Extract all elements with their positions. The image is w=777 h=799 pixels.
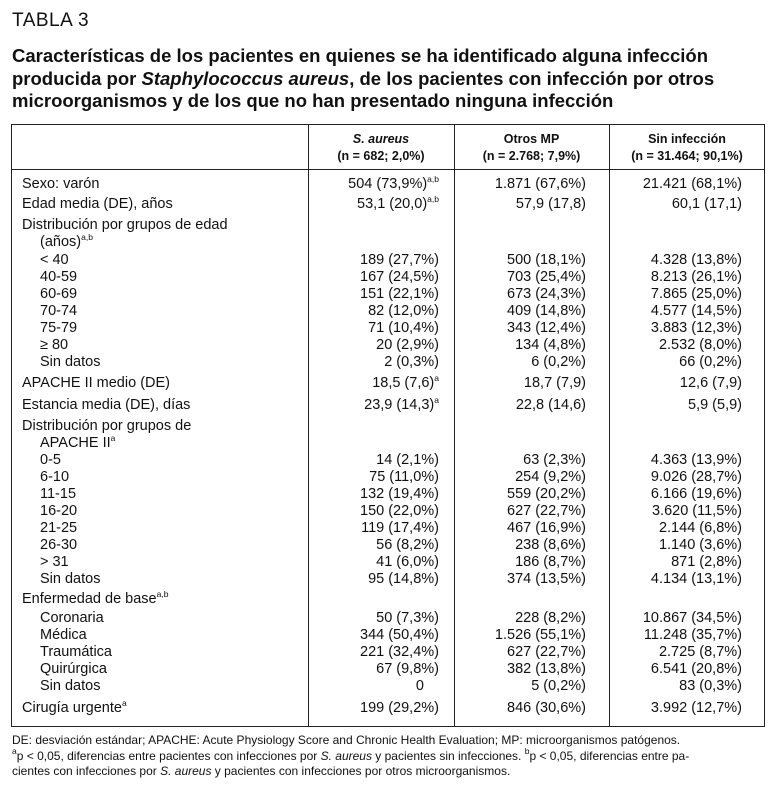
title-organism: Staphylococcus aureus [141,67,350,89]
table-row: Sin datos 2 (0,3%) 6 (0,2%) 66 (0,2%) [40,354,742,370]
section-heading: Distribución por grupos de edad [22,217,228,233]
table-row: 11-15 132 (19,4%) 559 (20,2%) 6.166 (19,6%) [40,486,742,502]
table-row: 40-59 167 (24,5%) 703 (25,4%) 8.213 (26,1%) [40,269,742,285]
section-heading: Distribución por grupos de [22,418,192,434]
table-row: APACHE II medio (DE) 18,5 $(7,6)^a$ 18,7 (7,9) 12,6 (7,9) [22,373,742,391]
table-row: Estancia media (DE), días 23,9 $(14,3)^a$ 22,8 (14,6) 5,9 (5,9) [22,395,742,413]
footnote-significance-cont: cientes con infecciones por S. aureus y pacientes con infecciones por otros microorganismos. [12,764,511,778]
table-row: Traumática 221 (32,4%) 627 (22,7%) 2.725 (8,7%) [40,644,742,660]
table-row: Sexo: varón 504 $(73,9\%)^{a,b}$ 1.871 (67,6%) 21.421 (68,1%) [22,174,742,192]
table-title [12,45,762,113]
table-row: Coronaria 50 (7,3%) 228 (8,2%) 10.867 (34,5%) [40,610,742,626]
table-row: > 31 41 (6,0%) 186 (8,7%) 871 (2,8%) [40,554,742,570]
table-row: ≥ 80 20 (2,9%) 134 (4,8%) 2.532 (8,0%) [40,337,742,353]
header-s-aureus: S. aureus (n = 682; 2,0%) [337,132,425,163]
section-heading: Enfermedad de base$^{a,b}$ [22,589,169,607]
table-row: 16-20 150 (22,0%) 627 (22,7%) 3.620 (11,5%) [40,503,742,519]
table-row: 0-5 14 (2,1%) 63 (2,3%) 4.363 (13,9%) [40,452,742,468]
table-row: Médica 344 (50,4%) 1.526 (55,1%) 11.248 (35,7%) [40,627,742,643]
footnote-abbreviations: DE: desviación estándar; APACHE: Acute Physiology Score and Chronic Health Evaluation; MP: microorganismos patógenos. [12,733,681,747]
table-label: TABLA 3 [12,10,90,31]
title-line-1: Características de los pacientes en quienes se ha identificado alguna infección [12,45,709,66]
title-line-3: microorganismos y de los que no han presentado ninguna infección [12,90,614,111]
data-table [11,124,765,727]
table-row: Cirugía urgente$^a$ 199 (29,2%) 846 (30,6%) 3.992 (12,7%) [22,698,742,716]
header-otros-mp: Otros MP (n = 2.768; 7,9%) [482,132,581,163]
table-footnote [12,733,764,780]
table-row: 21-25 119 (17,4%) 467 (16,9%) 2.144 (6,8%) [40,520,742,536]
table-row: Sin datos 95 (14,8%) 374 (13,5%) 4.134 (13,1%) [40,571,742,587]
table-row: 70-74 82 (12,0%) 409 (14,8%) 4.577 (14,5%) [40,303,742,319]
table-row: 6-10 75 (11,0%) 254 (9,2%) 9.026 (28,7%) [40,469,742,485]
footnote-significance: $^a$p < 0,05, diferencias entre pacientes con infecciones por S. aureus y pacientes sin infecciones. $^b$p < 0,05, diferencias entre pa- [12,745,690,763]
header-sin-infeccion: Sin infección (n = 31.464; 90,1%) [631,132,743,163]
section-heading: APACHE $II^a$ [40,433,116,451]
section-heading: (años)$^{a,b}$ [40,232,93,250]
table-row: Quirúrgica 67 (9,8%) 382 (13,8%) 6.541 (20,8%) [40,661,742,677]
table-row: Edad media (DE), años 53,1 $(20,0)^{a,b}$ 57,9 (17,8) 60,1 (17,1) [22,194,742,212]
header-divider [12,169,764,170]
table-row: 75-79 71 (10,4%) 343 (12,4%) 3.883 (12,3%) [40,320,742,336]
table-row: < 40 189 (27,7%) 500 (18,1%) 4.328 (13,8%) [40,252,742,268]
table-row: 26-30 56 (8,2%) 238 (8,6%) 1.140 (3,6%) [40,537,742,553]
table-row: Sin datos 0 5 (0,2%) 83 (0,3%) [40,678,742,694]
table-row: 60-69 151 (22,1%) 673 (24,3%) 7.865 (25,0%) [40,286,742,302]
title-line-2: producida por Staphylococcus aureus, de los pacientes con infección por otros [12,67,715,89]
